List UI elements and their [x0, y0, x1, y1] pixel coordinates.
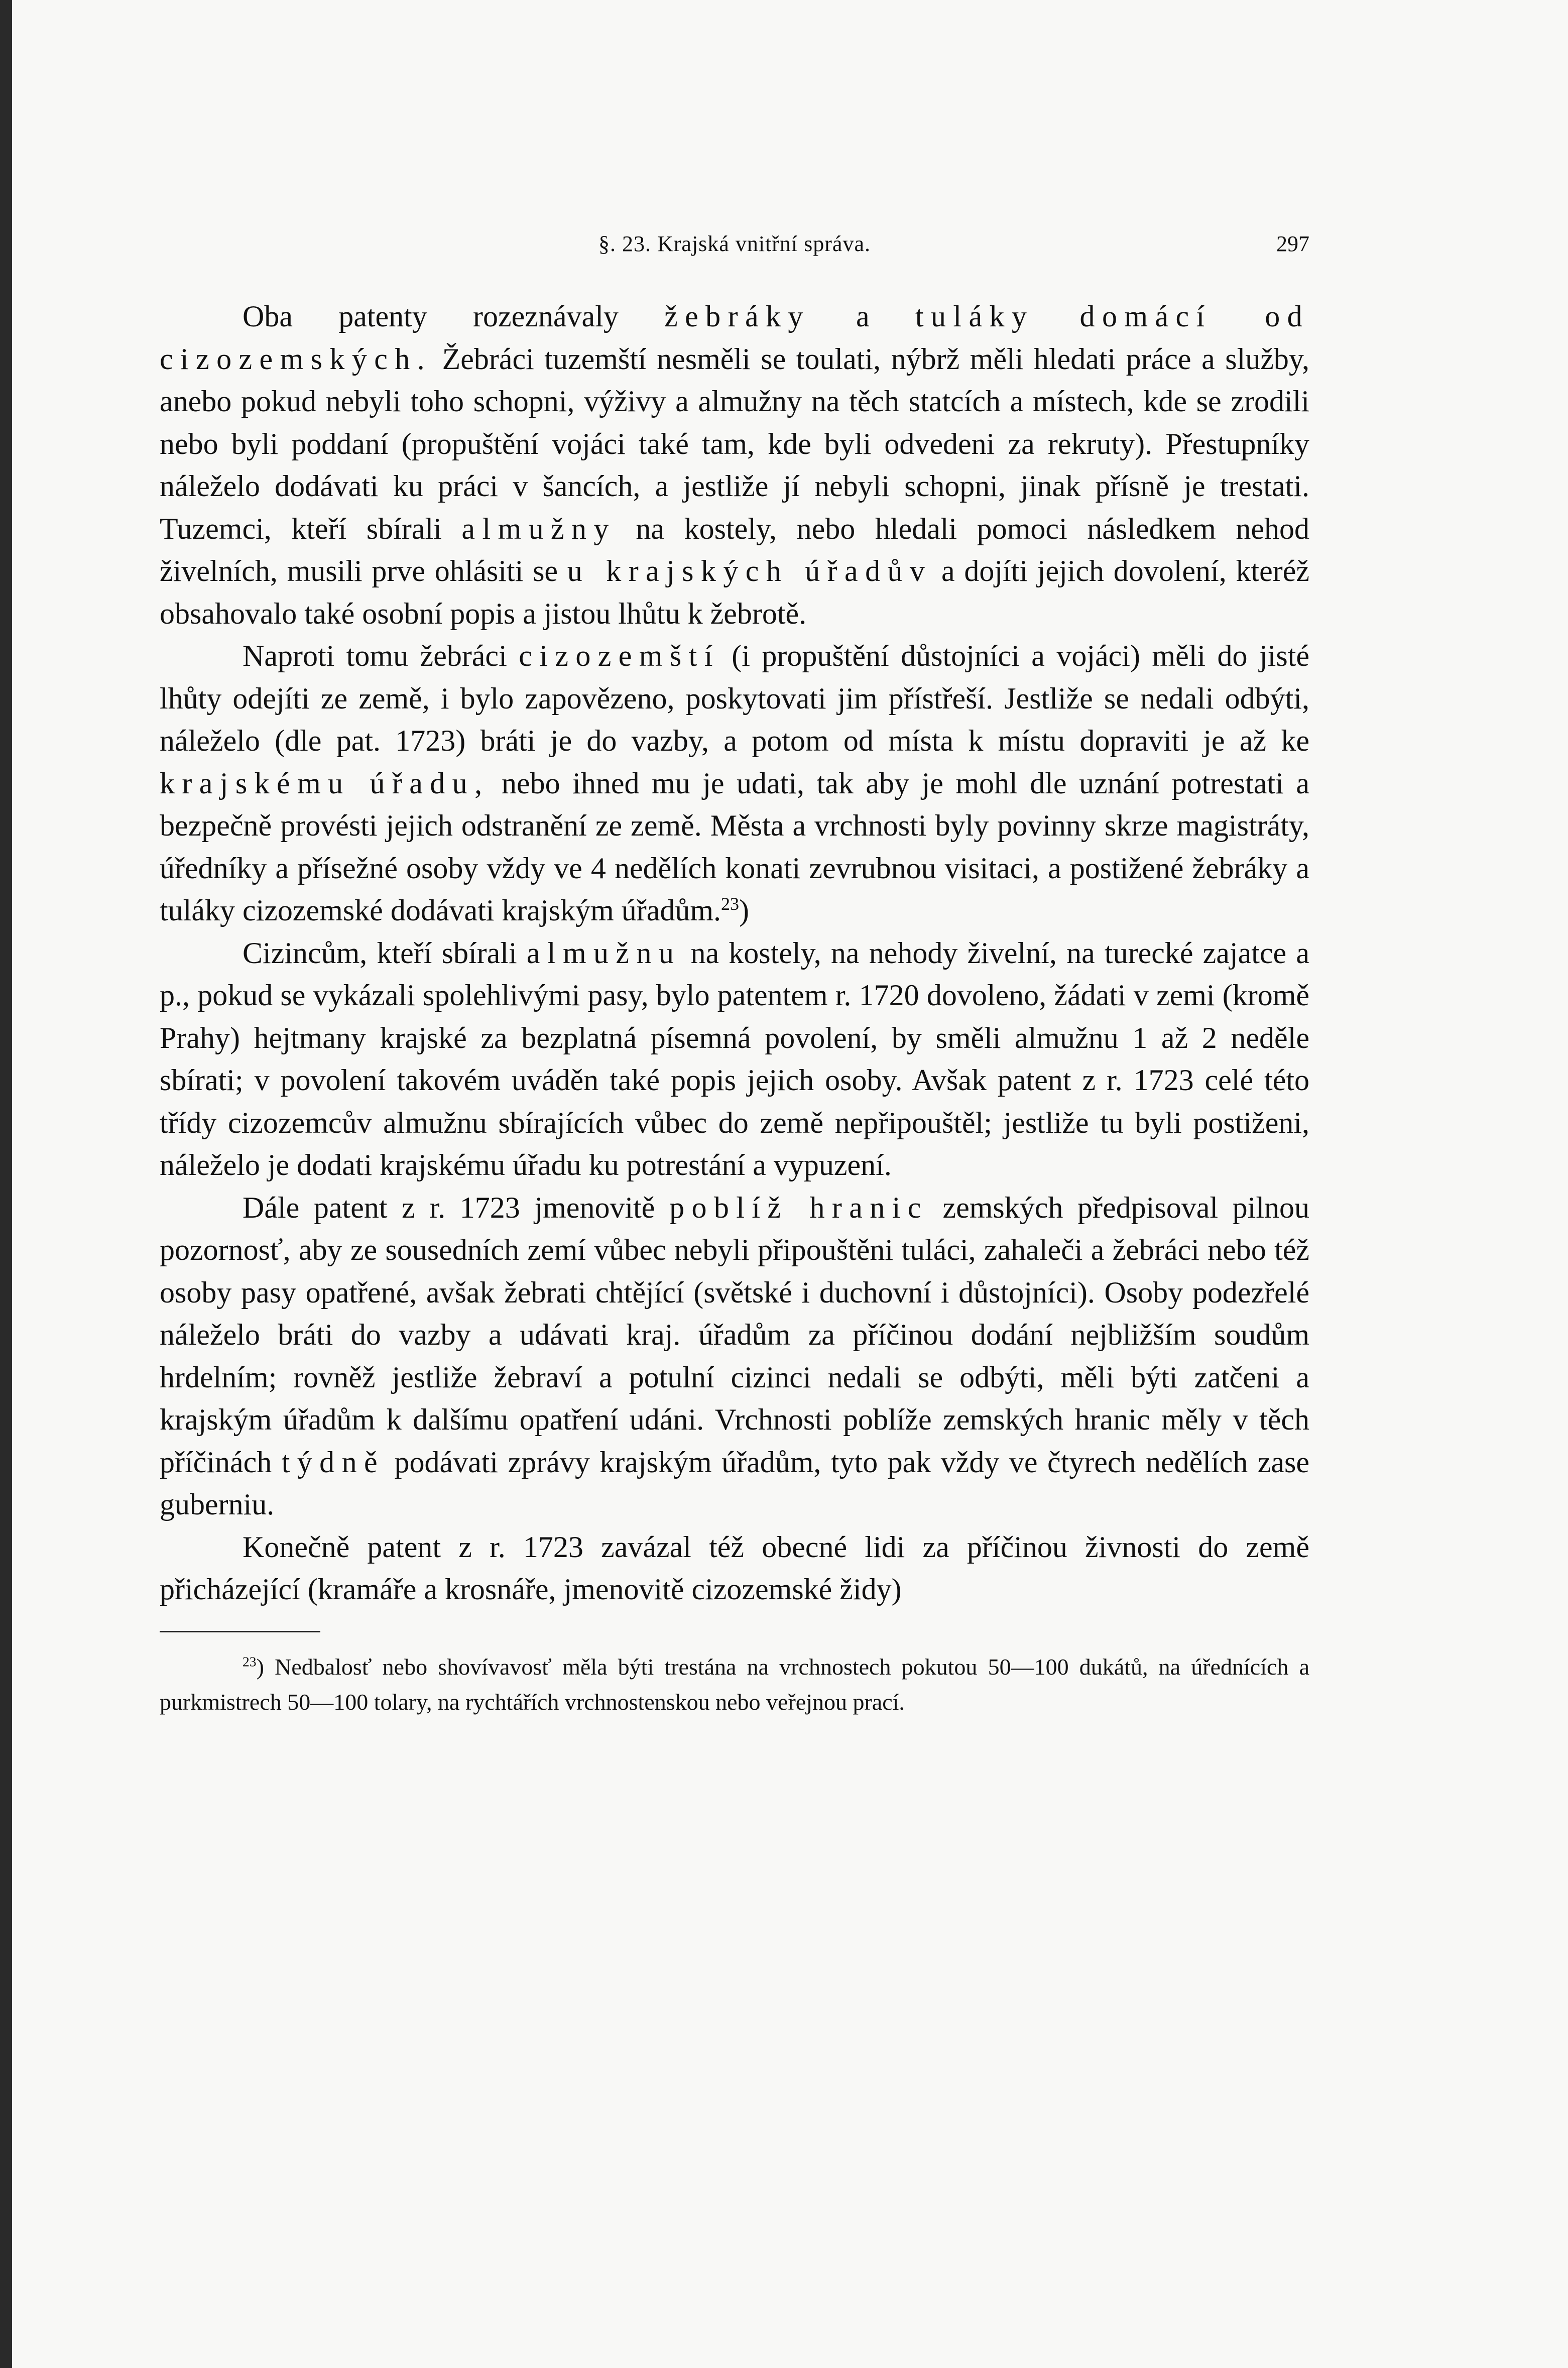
text-run: a	[810, 300, 915, 333]
text-run	[1034, 300, 1079, 333]
text-run: Oba patenty rozeznávaly	[243, 300, 665, 333]
text-run: Naproti tomu žebráci	[243, 639, 519, 672]
text-run: podávati zprávy krajským úřadům, tyto pak vždy ve čtyrech nedělích zase guberniu.	[160, 1445, 1309, 1521]
text-run: Dále patent z r. 1723 jmenovitě	[243, 1191, 670, 1224]
spaced-term: almužny	[461, 512, 616, 545]
text-run: (i propuštění důstojníci a vojáci) měli do jisté lhůty odejíti ze země, i bylo zapovězeno, poskytovati jim přístřeší. Jestliže se nedali odbýti, náleželo (dle pat. 1723) bráti je do vazby, a potom od místa k místu dopraviti je až ke	[160, 639, 1309, 757]
text-run: )	[739, 894, 749, 927]
footnote-mark: 23	[243, 1653, 257, 1670]
paragraph-1	[160, 295, 1309, 635]
spaced-term: týdně	[281, 1445, 385, 1479]
spaced-term: domácí od cizozemských.	[160, 300, 1309, 376]
text-run: na kostely, nebo hledali pomoci následkem nehod živelních, musili prve ohlásiti se	[160, 512, 1309, 587]
body-text	[160, 295, 1309, 1611]
footnote-23	[160, 1649, 1309, 1720]
page-content	[160, 231, 1309, 1720]
spaced-term: almužnu	[526, 936, 681, 970]
text-run: Cizincům, kteří sbírali	[243, 936, 527, 970]
paragraph-3	[160, 932, 1309, 1187]
text-run: Žebráci tuzemští nesměli se toulati, nýbrž měli hledati práce a služby, anebo pokud nebyli toho schopni, výživy a almužny na těch statcích a místech, kde se zrodili nebo byli poddaní (propuštění vojáci také tam, kde byli odvedeni za rekruty). Přestupníky náleželo dodávati ku práci v šancích, a jestliže jí nebyli schopni, jinak přísně je trestati. Tuzemci, kteří sbírali	[160, 342, 1309, 545]
text-run: zemských předpisoval pilnou pozornosť, aby ze sousedních zemí vůbec nebyli připouštěni tuláci, zahaleči a žebráci nebo též osoby pasy opatřené, avšak žebrati chtějící (světské i duchovní i důstojníci). Osoby podezřelé náleželo bráti do vazby a udávati kraj. úřadům za příčinou dodání nejbližším soudům hrdelním; rovněž jestliže žebraví a potulní cizinci nedali se odbýti, měli býti zatčeni a krajským úřadům k dalšímu opatření udáni. Vrchnosti poblíže zemských hranic měly v těch příčinách	[160, 1191, 1309, 1479]
page-number: 297	[1276, 231, 1309, 256]
spaced-term: krajskému úřadu,	[160, 766, 490, 800]
spaced-term: žebráky	[664, 300, 810, 333]
footnotes	[160, 1649, 1309, 1720]
paragraph-5	[160, 1526, 1309, 1611]
running-head	[160, 231, 1309, 271]
text-run: na kostely, na nehody živelní, na turecké zajatce a p., pokud se vykázali spolehlivými pasy, bylo patentem r. 1720 dovoleno, žádati v zemi (kromě Prahy) hejtmany krajské za bezplatná písemná povolení, by směli almužnu 1 až 2 neděle sbírati; v povolení takovém uváděn také popis jejich osoby. Avšak patent z r. 1723 celé této třídy cizozemcův almužnu sbírajících vůbec do země nepřipouštěl; jestliže tu byli postiženi, náleželo je dodati krajskému úřadu ku potrestání a vypuzení.	[160, 936, 1309, 1181]
section-title: §. 23. Krajská vnitřní správa.	[598, 231, 871, 256]
footnote-text: ) Nedbalosť nebo shovívavosť měla býti trestána na vrchnostech pokutou 50—100 dukátů, na úřednících a purkmistrech 50—100 tolary, na rychtářích vrchnostenskou nebo veřejnou prací.	[160, 1653, 1309, 1715]
spaced-term: cizozemští	[519, 639, 720, 672]
spaced-term: tuláky	[915, 300, 1034, 333]
text-run: a dojíti jejich dovolení, kteréž obsahovalo také osobní popis a jistou lhůtu k žebrotě.	[160, 554, 1309, 630]
spaced-term: u krajských úřadův	[567, 554, 932, 587]
binding-edge	[0, 0, 12, 2368]
footnote-rule	[160, 1631, 320, 1632]
paragraph-4	[160, 1187, 1309, 1526]
text-run: nebo ihned mu je udati, tak aby je mohl dle uznání potrestati a bezpečně provésti jejich odstranění ze země. Města a vrchnosti byly povinny skrze magistráty, úředníky a přísežné osoby vždy ve 4 nedělích konati zevrubnou visitaci, a postižené žebráky a tuláky cizozemské dodávati krajským úřadům.	[160, 766, 1309, 927]
footnote-ref: 23	[721, 894, 739, 914]
spaced-term: poblíž hranic	[669, 1191, 928, 1224]
paragraph-2	[160, 635, 1309, 932]
text-run: Konečně patent z r. 1723 zavázal též obecné lidi za příčinou živnosti do země přicházející (kramáře a krosnáře, jmenovitě cizozemské židy)	[160, 1530, 1309, 1606]
